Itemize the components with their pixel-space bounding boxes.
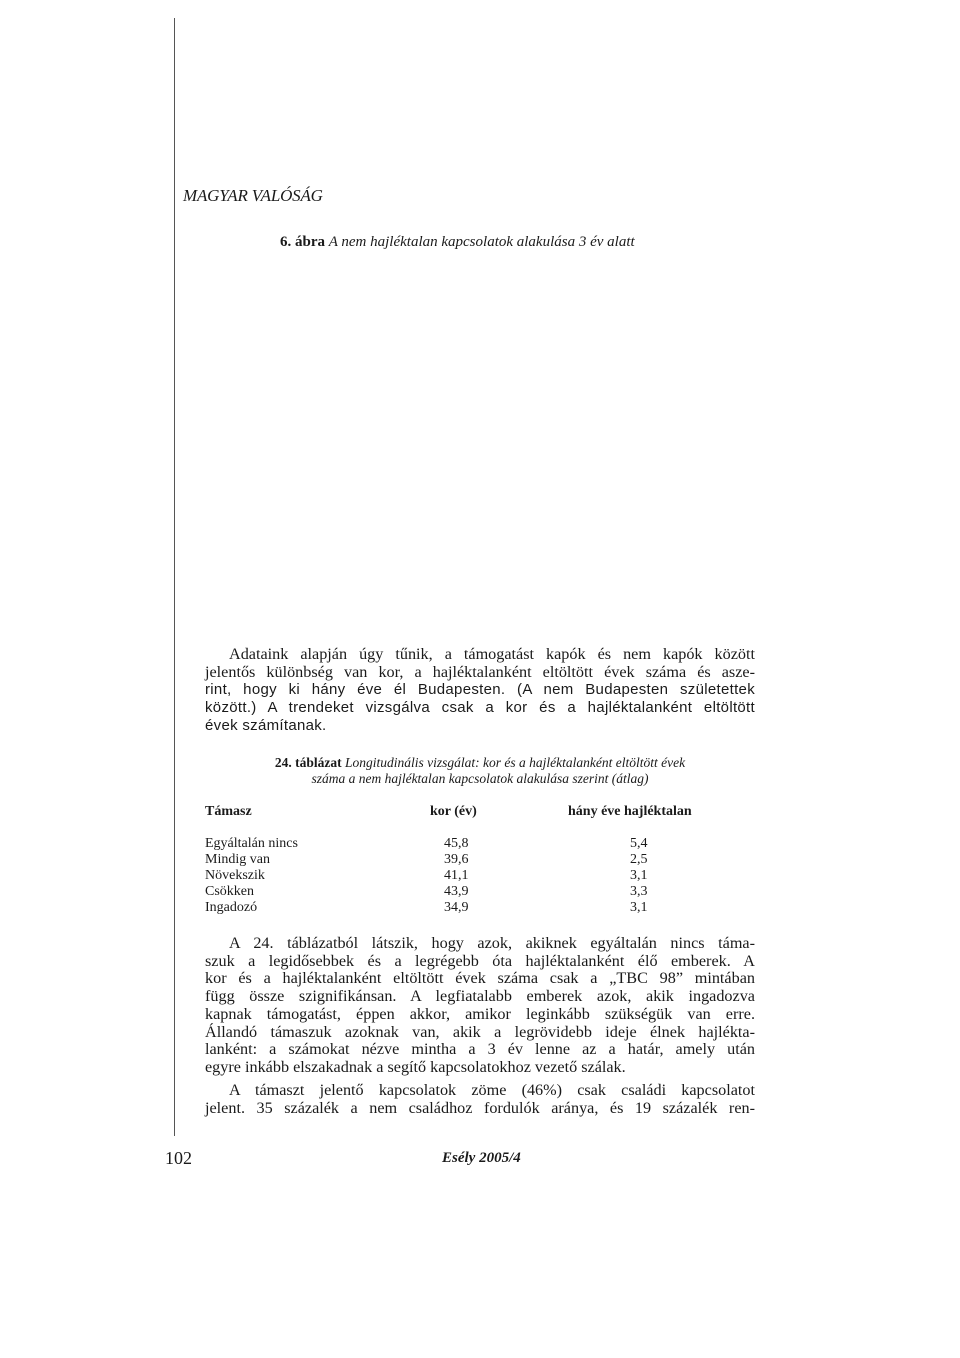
text-line: kor és a hajléktalanként eltöltött évek száma csak a „TBC 98” mintában	[205, 969, 755, 988]
column-header: Támasz	[205, 804, 252, 819]
table-cell: 34,9	[444, 900, 469, 915]
text-line: jelent. 35 százalék a nem családhoz fordulók aránya, és 19 százalék ren-	[205, 1098, 755, 1117]
table-caption	[205, 755, 755, 787]
running-head: MAGYAR VALÓSÁG	[183, 186, 323, 205]
figure-caption	[280, 234, 635, 251]
table-cell: 43,9	[444, 884, 469, 899]
text-line: egyre inkább elszakadnak a segítő kapcsolatokhoz vezető szálak.	[205, 1057, 626, 1076]
table-cell: Ingadozó	[205, 900, 258, 915]
table-cell: 39,6	[444, 852, 469, 867]
text-line: függ össze szignifikánsan. A legfiatalabb emberek azok, akik ingadozva	[205, 987, 755, 1006]
table-cell: 3,3	[630, 884, 648, 899]
table-cell: 3,1	[630, 868, 648, 883]
figure-title: A nem hajléktalan kapcsolatok alakulása 3 év alatt	[328, 234, 635, 250]
column-header: kor (év)	[430, 804, 477, 819]
journal-title: Esély 2005/4	[442, 1150, 521, 1166]
margin-rule	[174, 18, 175, 1136]
column-header: hány éve hajléktalan	[568, 804, 692, 819]
text-line: között.) A trendeket vizsgálva csak a kor és a hajléktalanként eltöltött	[205, 699, 755, 717]
table-cell: Egyáltalán nincs	[205, 836, 298, 851]
table-cell: Növekszik	[205, 868, 265, 883]
text-line: Adataink alapján úgy tűnik, a támogatást kapók és nem kapók között	[229, 645, 755, 663]
text-line: lanként: a számokat nézve mintha a 3 év lenne az a határ, amely után	[205, 1040, 755, 1059]
paragraph-intro	[205, 646, 755, 735]
text-line: jelentős különbség van kor, a hajléktalanként eltöltött évek száma és asze-	[205, 662, 755, 681]
table-cell: 2,5	[630, 852, 648, 867]
text-line: szuk a legidősebbek és a legrégebb óta hajléktalanként élő emberek. A	[205, 951, 755, 970]
table-cell: 41,1	[444, 868, 469, 883]
figure-number: 6. ábra	[280, 234, 325, 250]
text-line: A támaszt jelentő kapcsolatok zöme (46%) csak családi kapcsolatot	[229, 1081, 755, 1099]
paragraph-support	[205, 1082, 755, 1117]
text-line: évek számítanak.	[205, 716, 327, 734]
text-line: rint, hogy ki hány éve él Budapesten. (A nem Budapesten születettek	[205, 681, 755, 699]
table-title-line1: Longitudinális vizsgálat: kor és a hajléktalanként eltöltött évek	[345, 755, 686, 770]
paragraph-analysis	[205, 935, 755, 1077]
table-cell: 45,8	[444, 836, 469, 851]
table-cell: 3,1	[630, 900, 648, 915]
table-cell: Csökken	[205, 884, 254, 899]
page-number: 102	[165, 1148, 192, 1168]
table-title-line2: száma a nem hajléktalan kapcsolatok alakulása szerint (átlag)	[311, 771, 649, 786]
table-number: 24. táblázat	[274, 755, 342, 770]
text-line: Állandó támaszuk azoknak van, akik a legrövidebb ideje élnek hajlékta-	[205, 1022, 755, 1041]
text-line: kapnak támogatást, éppen akkor, amikor leginkább szükségük van erre.	[205, 1004, 755, 1023]
table-cell: Mindig van	[205, 852, 270, 867]
table-cell: 5,4	[630, 836, 648, 851]
text-line: A 24. táblázatból látszik, hogy azok, akiknek egyáltalán nincs táma-	[229, 934, 755, 952]
